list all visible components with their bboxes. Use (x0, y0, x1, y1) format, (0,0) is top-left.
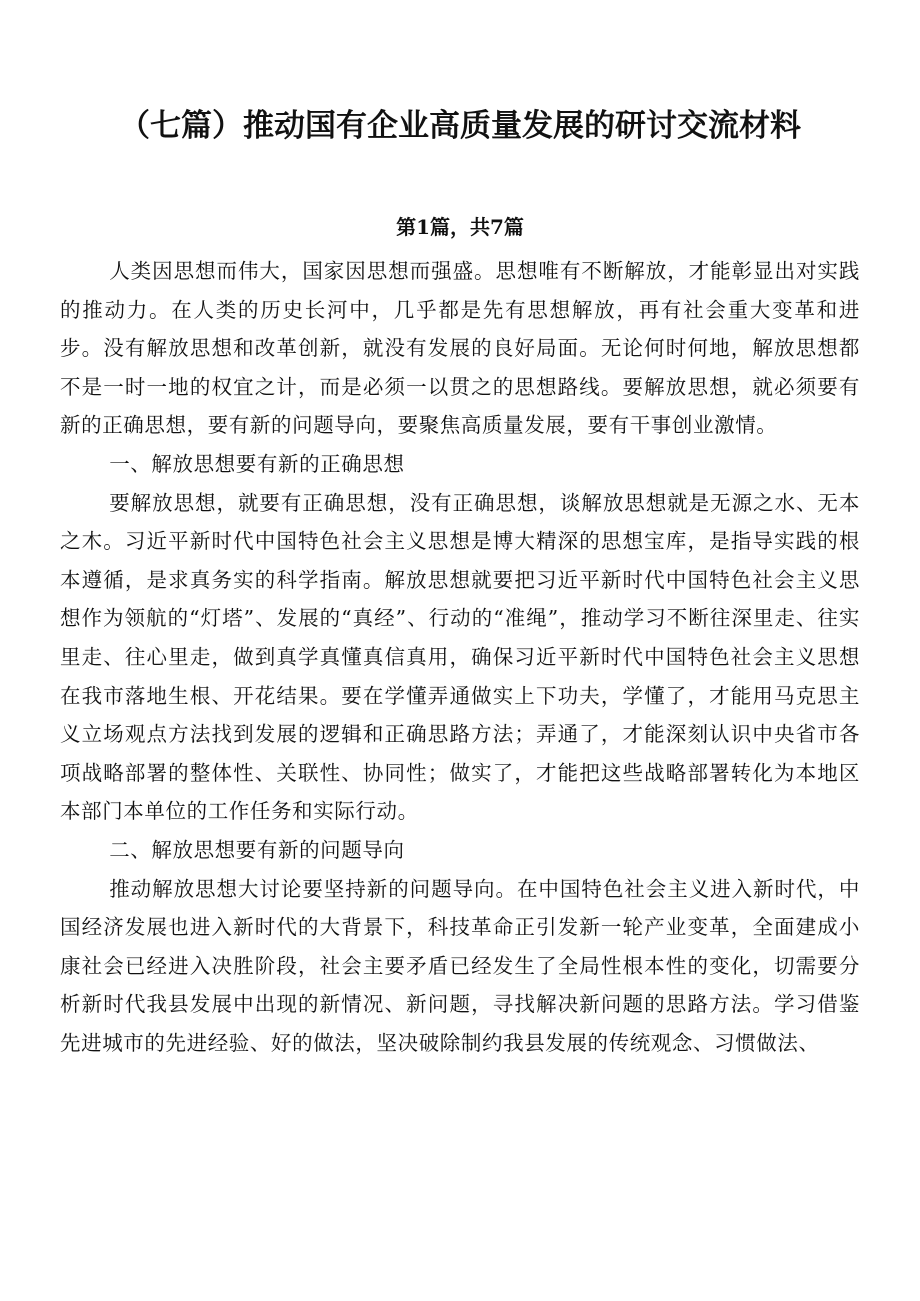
document-title: （七篇）推动国有企业高质量发展的研讨交流材料 (119, 108, 801, 144)
section-heading-2: 二、解放思想要有新的问题导向 (109, 837, 405, 862)
paragraph-section-2: 推动解放思想大讨论要坚持新的问题导向。在中国特色社会主义进入新时代，中国经济发展也进入新时代的大背景下，科技革命正引发新一轮产业变革，全面建成小康社会已经进入决胜阶段，社会主要矛盾已经发生了全局性根本性的变化，切需要分析新时代我县发展中出现的新情况、新问题，寻找解决新问题的思路方法。学习借鉴先进城市的先进经验、好的做法，坚决破除制约我县发展的传统观念、习惯做法、 (60, 876, 860, 1055)
paragraph-section-1: 要解放思想，就要有正确思想，没有正确思想，谈解放思想就是无源之水、无本之木。习近平新时代中国特色社会主义思想是博大精深的思想宝库，是指导实践的根本遵循，是求真务实的科学指南。解放思想就要把习近平新时代中国特色社会主义思想作为领航的“灯塔”、发展的“真经”、行动的“准绳”，推动学习不断往深里走、往实里走、往心里走，做到真学真懂真信真用，确保习近平新时代中国特色社会主义思想在我市落地生根、开花结果。要在学懂弄通做实上下功夫，学懂了，才能用马克思主义立场观点方法找到发展的逻辑和正确思路方法；弄通了，才能深刻认识中央省市各项战略部署的整体性、关联性、协同性；做实了，才能把这些战略部署转化为本地区本部门本单位的工作任务和实际行动。 (60, 490, 860, 824)
section-heading-1: 一、解放思想要有新的正确思想 (109, 451, 405, 476)
part-label: 第1篇，共7篇 (396, 215, 524, 239)
document-body (60, 252, 860, 1062)
paragraph-intro: 人类因思想而伟大，国家因思想而强盛。思想唯有不断解放，才能彰显出对实践的推动力。在人类的历史长河中，几乎都是先有思想解放，再有社会重大变革和进步。没有解放思想和改革创新，就没有发展的良好局面。无论何时何地，解放思想都不是一时一地的权宜之计，而是必须一以贯之的思想路线。要解放思想，就必须要有新的正确思想，要有新的问题导向，要聚焦高质量发展，要有干事创业激情。 (60, 259, 860, 438)
